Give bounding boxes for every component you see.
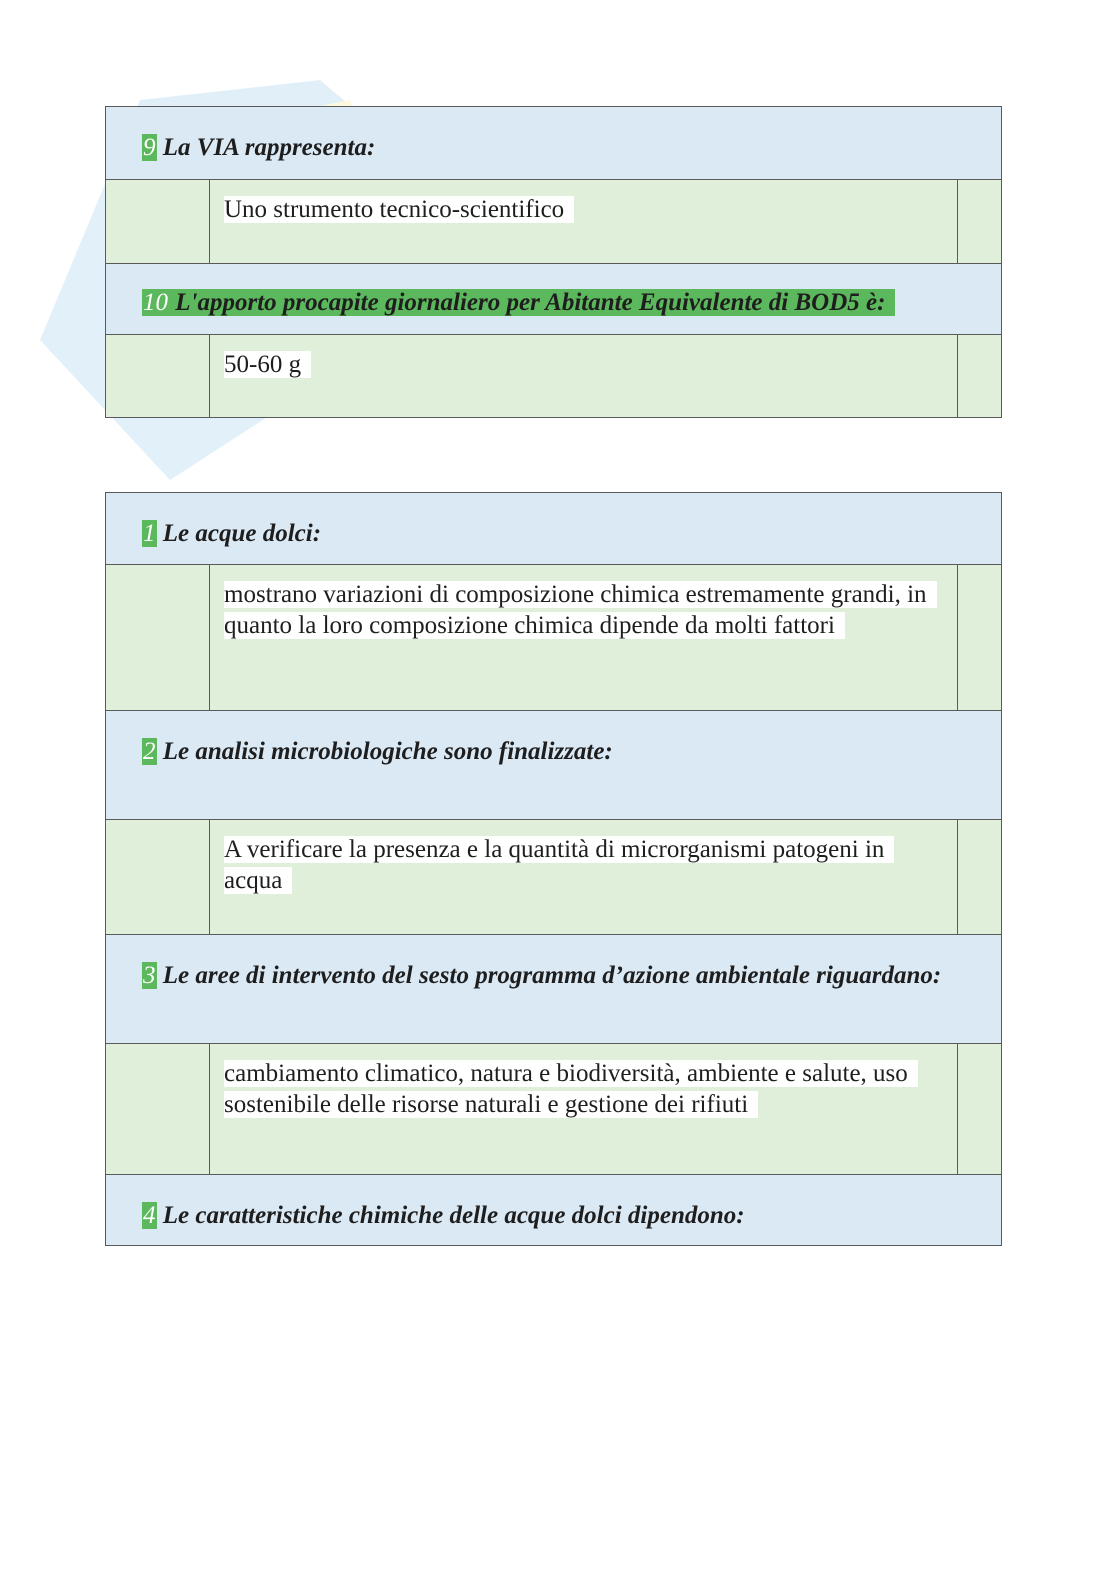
question-number: 10 [143, 289, 168, 316]
answer-cell [210, 565, 957, 710]
answer-cell [210, 820, 957, 934]
question-number: 1 [143, 520, 156, 547]
answer-gutter [106, 820, 210, 934]
question-row [106, 1175, 1001, 1245]
question-row [106, 107, 1001, 180]
answer-row [106, 180, 1001, 264]
answer-gutter [106, 180, 210, 263]
question-highlight [142, 289, 895, 316]
quiz-block-1 [105, 106, 1002, 418]
answer-row [106, 335, 1001, 417]
question-text: Le aree di intervento del sesto programma d’azione ambientale riguardano: [162, 962, 942, 989]
answer-right-cell [957, 820, 1001, 934]
question-row [106, 935, 1001, 1044]
question-number: 3 [143, 962, 156, 989]
question-text: La VIA rappresenta: [162, 134, 376, 161]
answer-cell [210, 180, 957, 263]
answer-right-cell [957, 565, 1001, 710]
answer-gutter [106, 335, 210, 417]
question-number: 9 [143, 134, 156, 161]
answer-gutter [106, 565, 210, 710]
answer-cell [210, 335, 957, 417]
question-text: Le acque dolci: [162, 520, 322, 547]
question-text: Le caratteristiche chimiche delle acque dolci dipendono: [162, 1202, 745, 1229]
answer-row [106, 565, 1001, 711]
answer-gutter [106, 1044, 210, 1174]
question-number: 4 [143, 1202, 156, 1229]
question-number: 2 [143, 738, 156, 765]
question-row [106, 711, 1001, 820]
answer-row [106, 1044, 1001, 1175]
question-text: Le analisi microbiologiche sono finalizzate: [162, 738, 613, 765]
question-row [106, 493, 1001, 565]
answer-text: mostrano variazioni di composizione chimica estremamente grandi, in quanto la loro composizione chimica dipende da molti fattori [224, 581, 937, 639]
answer-text: Uno strumento tecnico-scientifico [224, 196, 574, 223]
answer-text: cambiamento climatico, natura e biodiversità, ambiente e salute, uso sostenibile delle risorse naturali e gestione dei rifiuti [224, 1060, 918, 1118]
answer-right-cell [957, 180, 1001, 263]
question-row [106, 264, 1001, 335]
answer-cell [210, 1044, 957, 1174]
answer-right-cell [957, 1044, 1001, 1174]
quiz-block-2 [105, 492, 1002, 1246]
answer-row [106, 820, 1001, 935]
answer-right-cell [957, 335, 1001, 417]
answer-text: 50-60 g [224, 351, 311, 378]
question-text: L'apporto procapite giornaliero per Abitante Equivalente di BOD5 è: [175, 289, 886, 316]
answer-text: A verificare la presenza e la quantità di microrganismi patogeni in acqua [224, 836, 894, 894]
